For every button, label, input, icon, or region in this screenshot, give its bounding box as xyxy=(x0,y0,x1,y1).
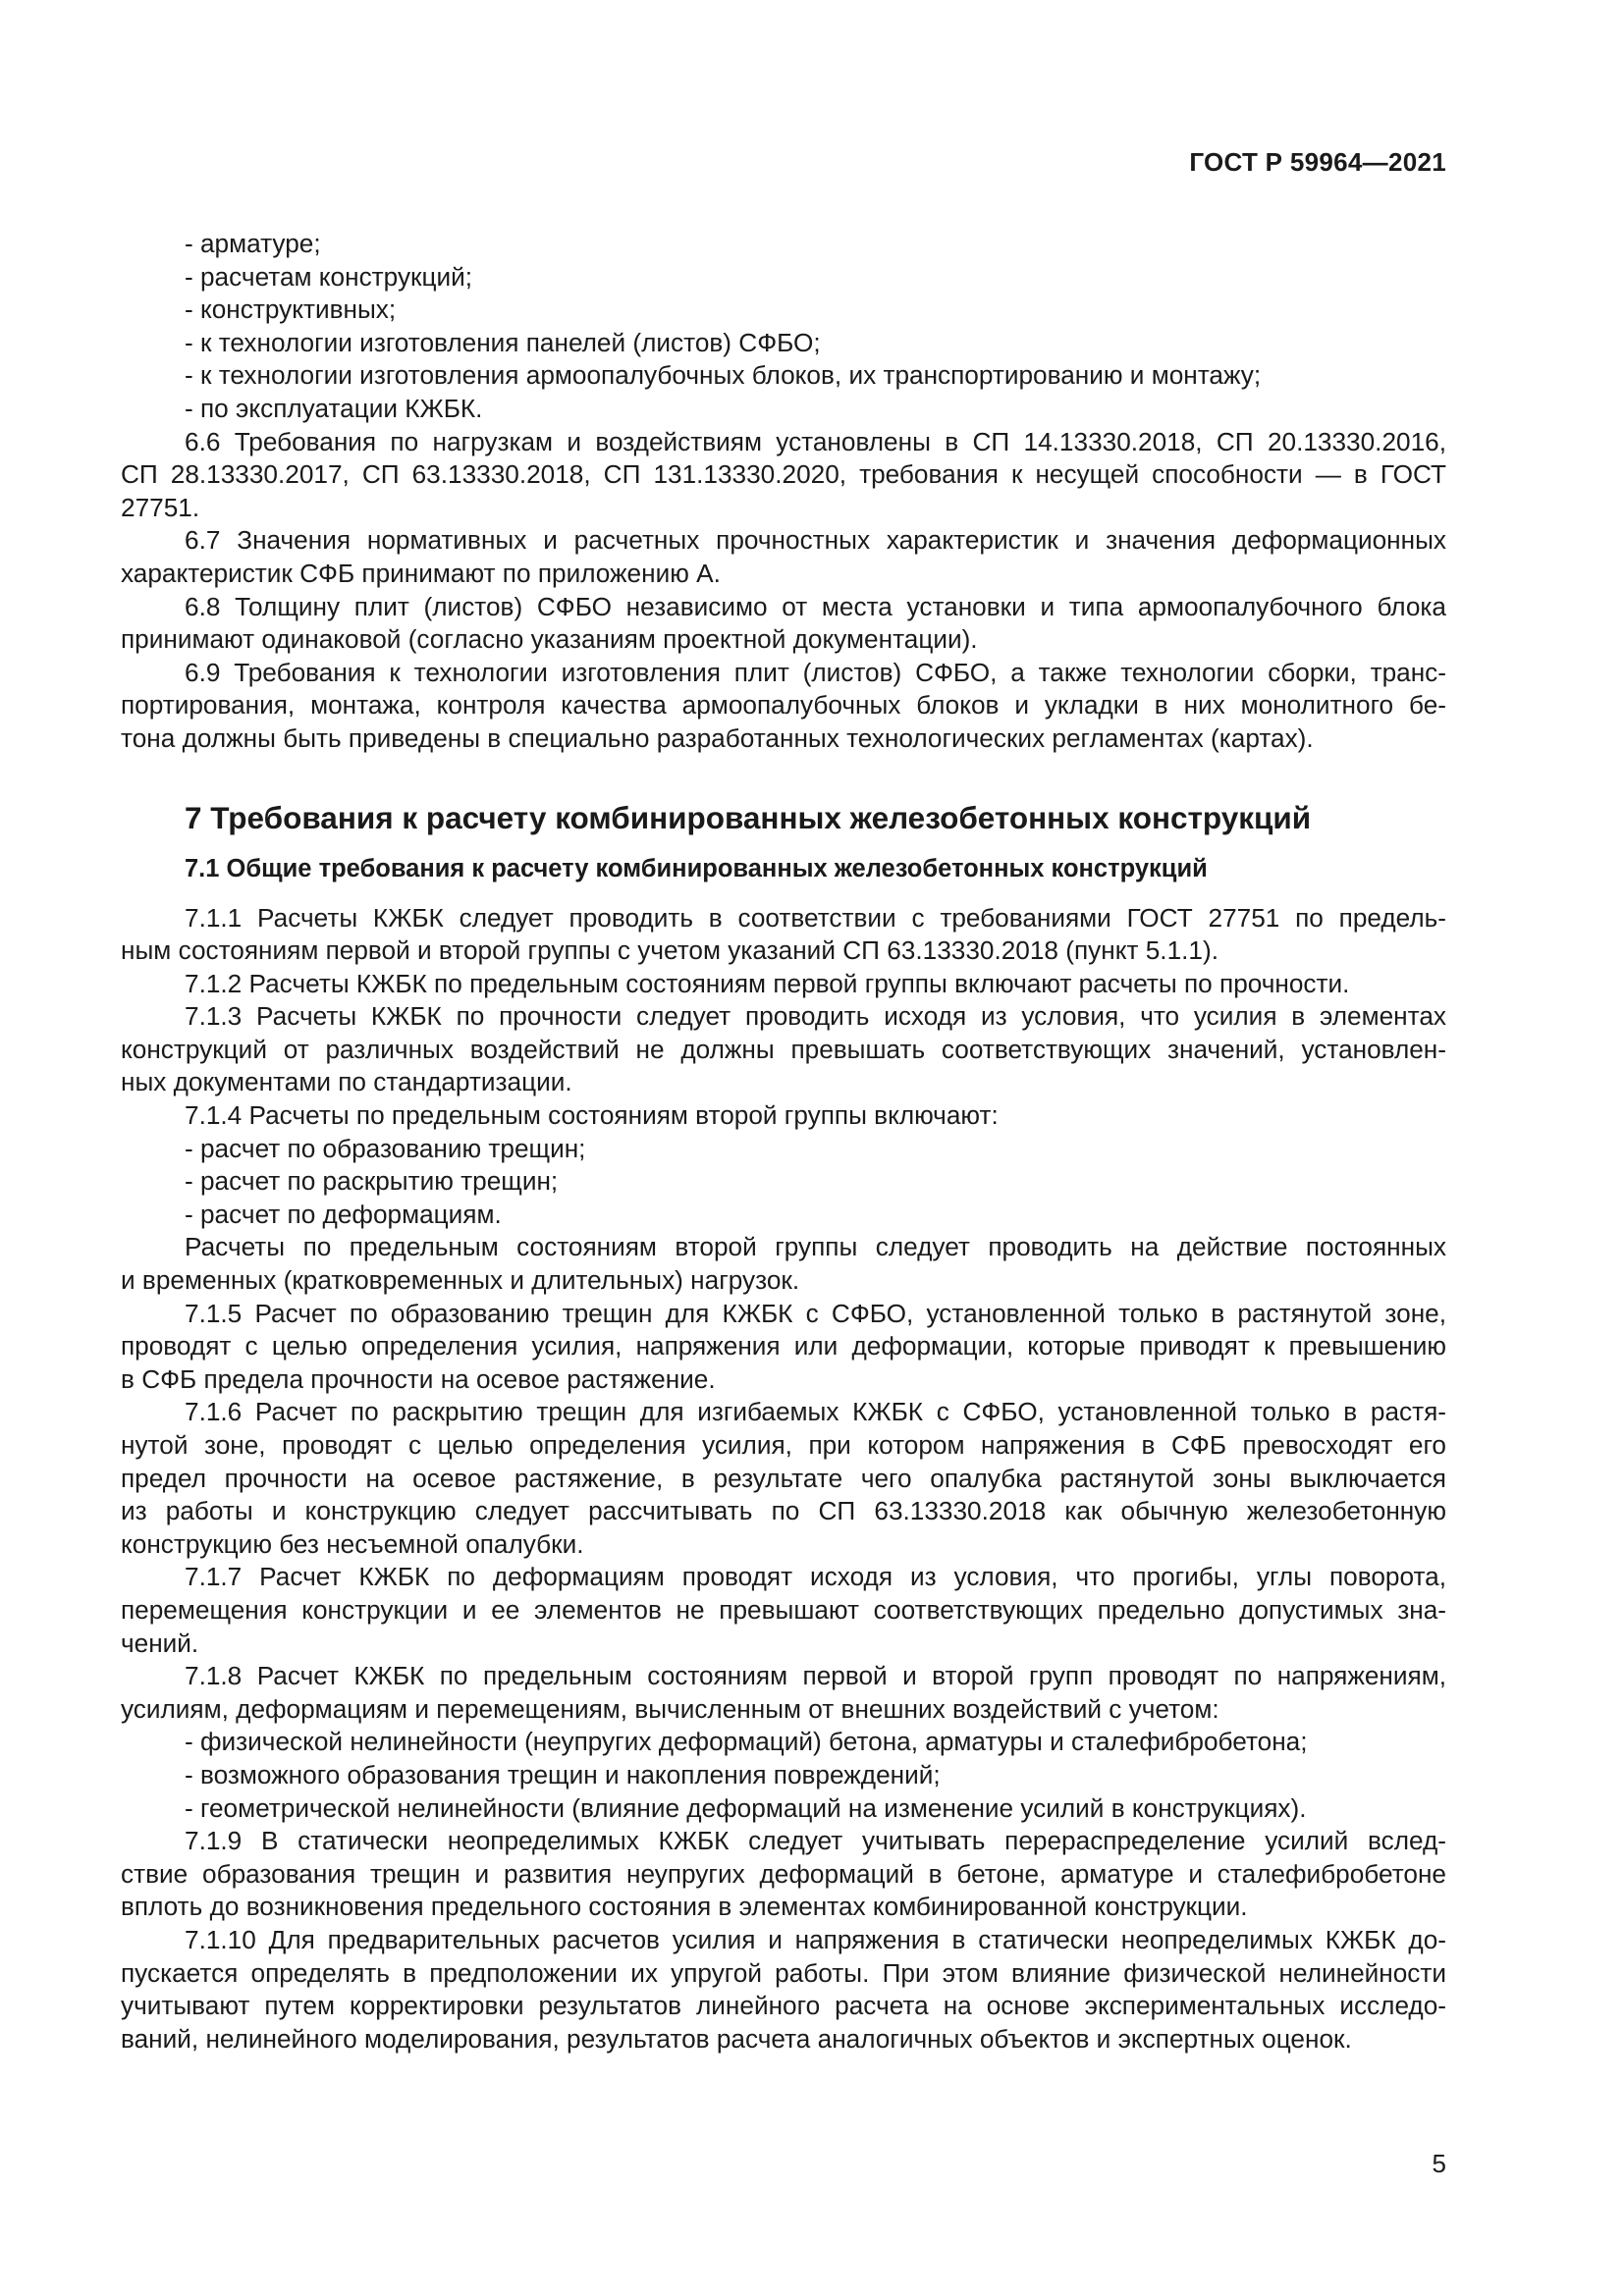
subsection-7-1-heading: 7.1 Общие требования к расчету комбинированных железобетонных конструкций xyxy=(185,854,1208,882)
paragraph-7-1-4-cont-line: и временных (кратковременных и длительных) нагрузок. xyxy=(121,1265,800,1296)
list-item: - возможного образования трещин и накопления повреждений; xyxy=(185,1759,941,1789)
document-code: ГОСТ Р 59964—2021 xyxy=(1189,147,1446,177)
list-item: - геометрической нелинейности (влияние деформаций на изменение усилий в конструкциях). xyxy=(185,1792,1307,1823)
list-item: - арматуре; xyxy=(185,229,321,258)
section-7-heading: 7 Требования к расчету комбинированных железобетонных конструкций xyxy=(185,799,1312,835)
paragraph-7-1-1-line: ным состояниям первой и второй группы с учетом указаний СП 63.13330.2018 (пункт 5.1.1). xyxy=(121,935,1218,966)
list-item: - расчетам конструкций; xyxy=(185,261,473,292)
paragraph-7-1-6-line: конструкцию без несъемной опалубки. xyxy=(121,1528,584,1559)
paragraph-7-1-8-line: усилиям, деформациям и перемещениям, вычисленным от внешних воздействий с учетом: xyxy=(121,1693,1219,1724)
paragraph-7-1-2: 7.1.2 Расчеты КЖБК по предельным состояниям первой группы включают расчеты по прочности. xyxy=(185,968,1350,998)
paragraph-6-7-line: характеристик СФБ принимают по приложению А. xyxy=(121,558,721,588)
paragraph-7-1-9-line: 7.1.9 В статически неопределимых КЖБК следует учитывать перераспределение усилий вслед- xyxy=(185,1826,1446,1856)
page-number: 5 xyxy=(1432,2149,1446,2178)
list-item: - расчет по раскрытию трещин; xyxy=(185,1166,559,1197)
paragraph-7-1-6-line: нутой зоне, проводят с целью определения усилия, при котором напряжения в СФБ превосходят его xyxy=(121,1430,1446,1460)
page-body xyxy=(121,228,1446,2056)
paragraph-6-6-line: СП 28.13330.2017, СП 63.13330.2018, СП 131.13330.2020, требования к несущей способности — в ГОСТ xyxy=(121,459,1446,490)
paragraph-7-1-4: 7.1.4 Расчеты по предельным состояниям второй группы включают: xyxy=(185,1100,999,1131)
paragraph-7-1-3-line: 7.1.3 Расчеты КЖБК по прочности следует проводить исходя из условия, что усилия в элементах xyxy=(185,1001,1446,1032)
list-item: - конструктивных; xyxy=(185,294,397,325)
paragraph-7-1-5-line: 7.1.5 Расчет по образованию трещин для КЖБК с СФБО, установленной только в растянутой зоне, xyxy=(185,1298,1446,1328)
list-item: - физической нелинейности (неупругих деформаций) бетона, арматуры и сталефибробетона; xyxy=(185,1727,1308,1757)
list-item: - по эксплуатации КЖБК. xyxy=(185,393,483,423)
list-item: - расчет по деформациям. xyxy=(185,1199,502,1229)
paragraph-7-1-6-line: из работы и конструкцию следует рассчитывать по СП 63.13330.2018 как обычную железобетонную xyxy=(121,1496,1446,1526)
paragraph-6-6-line: 27751. xyxy=(121,492,200,522)
list-item: - к технологии изготовления панелей (листов) СФБО; xyxy=(185,327,821,357)
paragraph-7-1-9-line: ствие образования трещин и развития неупругих деформаций в бетоне, арматуре и сталефибробетоне xyxy=(121,1858,1446,1889)
paragraph-7-1-7-line: 7.1.7 Расчет КЖБК по деформациям проводят исходя из условия, что прогибы, углы поворота, xyxy=(185,1562,1446,1592)
paragraph-7-1-10-line: учитывают путем корректировки результатов линейного расчета на основе экспериментальных исследо- xyxy=(121,1991,1446,2021)
paragraph-7-1-10-line: ваний, нелинейного моделирования, результатов расчета аналогичных объектов и экспертных оценок. xyxy=(121,2023,1352,2054)
paragraph-7-1-5-line: в СФБ предела прочности на осевое растяжение. xyxy=(121,1363,716,1394)
paragraph-7-1-7-line: перемещения конструкции и ее элементов не превышают соответствующих предельно допустимых зна- xyxy=(121,1594,1446,1625)
paragraph-6-8-line: принимают одинаковой (согласно указаниям проектной документации). xyxy=(121,624,978,655)
list-item: - расчет по образованию трещин; xyxy=(185,1133,586,1163)
paragraph-6-9-line: тона должны быть приведены в специально разработанных технологических регламентах (картах). xyxy=(121,722,1314,753)
paragraph-7-1-8-line: 7.1.8 Расчет КЖБК по предельным состояниям первой и второй групп проводят по напряжениям, xyxy=(185,1661,1446,1691)
paragraph-7-1-9-line: вплоть до возникновения предельного состояния в элементах комбинированной конструкции. xyxy=(121,1892,1248,1922)
paragraph-7-1-6-line: предел прочности на осевое растяжение, в результате чего опалубка растянутой зоны выключается xyxy=(121,1463,1446,1493)
paragraph-6-6-line: 6.6 Требования по нагрузкам и воздействиям установлены в СП 14.13330.2018, СП 20.13330.2016, xyxy=(185,426,1446,456)
paragraph-6-8-line: 6.8 Толщину плит (листов) СФБО независимо от места установки и типа армоопалубочного блока xyxy=(185,591,1446,621)
list-item: - к технологии изготовления армоопалубочных блоков, их транспортированию и монтажу; xyxy=(185,360,1262,391)
paragraph-7-1-1-line: 7.1.1 Расчеты КЖБК следует проводить в соответствии с требованиями ГОСТ 27751 по предель- xyxy=(185,902,1446,933)
paragraph-7-1-10-line: 7.1.10 Для предварительных расчетов усилия и напряжения в статически неопределимых КЖБК до- xyxy=(185,1924,1446,1954)
paragraph-7-1-5-line: проводят с целью определения усилия, напряжения или деформации, которые приводят к превышению xyxy=(121,1331,1446,1362)
paragraph-7-1-6-line: 7.1.6 Расчет по раскрытию трещин для изгибаемых КЖБК с СФБО, установленной только в растя- xyxy=(185,1397,1446,1427)
paragraph-6-7-line: 6.7 Значения нормативных и расчетных прочностных характеристик и значения деформационных xyxy=(185,525,1446,556)
paragraph-7-1-3-line: ных документами по стандартизации. xyxy=(121,1067,572,1097)
paragraph-7-1-7-line: чений. xyxy=(121,1628,199,1658)
paragraph-6-9-line: 6.9 Требования к технологии изготовления плит (листов) СФБО, а также технологии сборки, транс- xyxy=(185,657,1446,687)
paragraph-6-9-line: портирования, монтажа, контроля качества армоопалубочных блоков и укладки в них монолитного бе- xyxy=(121,690,1446,721)
paragraph-7-1-10-line: пускается определять в предположении их упругой работы. При этом влияние физической нелинейности xyxy=(121,1957,1446,1988)
paragraph-7-1-3-line: конструкций от различных воздействий не должны превышать соответствующих значений, установлен- xyxy=(121,1034,1446,1064)
paragraph-7-1-4-cont-line: Расчеты по предельным состояниям второй группы следует проводить на действие постоянных xyxy=(185,1232,1446,1262)
